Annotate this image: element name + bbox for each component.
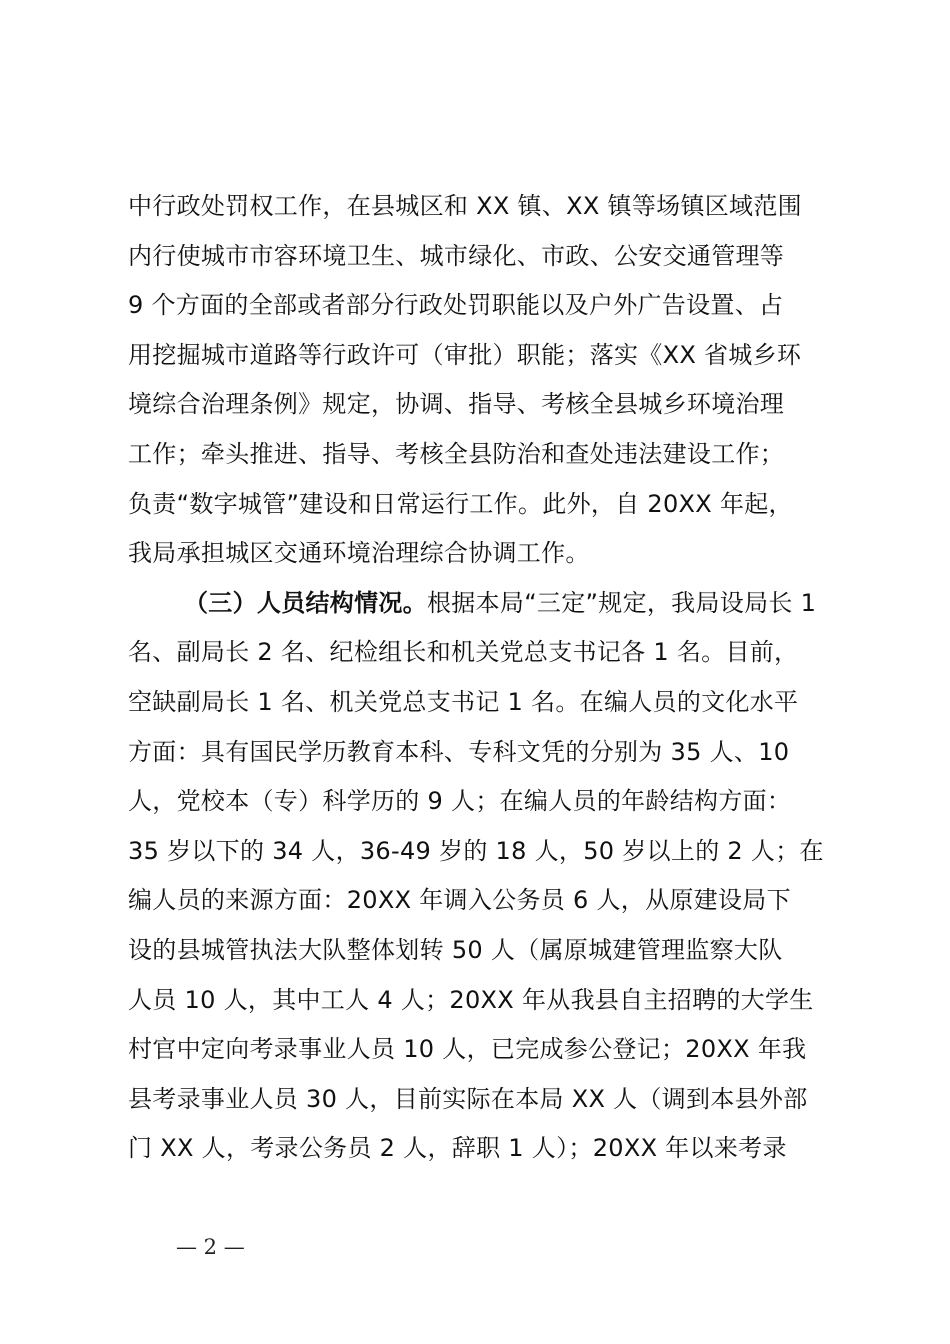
paragraph-line: 空缺副局长 1 名、机关党总支书记 1 名。在编人员的文化水平 — [128, 687, 799, 716]
paragraph-first-line — [128, 579, 836, 629]
paragraph-text: 根据本局“三定”规定，我局设局长 1 — [427, 588, 817, 617]
paragraph-line: 我局承担城区交通环境治理综合协调工作。 — [128, 539, 590, 568]
paragraph-line: 用挖掘城市道路等行政许可（审批）职能；落实《XX 省城乡环 — [128, 340, 802, 369]
paragraph-line: 工作；牵头推进、指导、考核全县防治和查处违法建设工作； — [128, 439, 785, 468]
paragraph-line: 人员 10 人，其中工人 4 人；20XX 年从我县自主招聘的大学生 — [128, 985, 814, 1014]
paragraph-line: 负责“数字城管”建设和日常运行工作。此外，自 20XX 年起， — [128, 489, 793, 518]
paragraph-line: 村官中定向考录事业人员 10 人，已完成参公登记；20XX 年我 — [128, 1035, 807, 1064]
paragraph-line: 门 XX 人，考录公务员 2 人，辞职 1 人）；20XX 年以来考录 — [128, 1134, 787, 1163]
paragraph-line: 名、副局长 2 名、纪检组长和机关党总支书记各 1 名。目前， — [128, 638, 799, 667]
paragraph-line: 内行使城市市容环境卫生、城市绿化、市政、公安交通管理等 — [128, 241, 785, 270]
section-heading: （三）人员结构情况。 — [184, 588, 427, 617]
paragraph-line: 县考录事业人员 30 人，目前实际在本局 XX 人（调到本县外部 — [128, 1084, 808, 1113]
paragraph-line: 方面：具有国民学历教育本科、专科文凭的分别为 35 人、10 — [128, 737, 790, 766]
body-text — [128, 182, 836, 1174]
paragraph-line: 人，党校本（专）科学历的 9 人；在编人员的年龄结构方面： — [128, 787, 792, 816]
paragraph-line: 境综合治理条例》规定，协调、指导、考核全县城乡环境治理 — [128, 390, 785, 419]
paragraph-line: 9 个方面的全部或者部分行政处罚职能以及户外广告设置、占 — [128, 291, 784, 320]
paragraph-line: 中行政处罚权工作，在县城区和 XX 镇、XX 镇等场镇区域范围 — [128, 192, 802, 220]
paragraph-line: 35 岁以下的 34 人，36-49 岁的 18 人，50 岁以上的 2 人；在 — [128, 836, 824, 865]
page-number: — 2 — — [176, 1235, 245, 1259]
paragraph-line: 设的县城管执法大队整体划转 50 人（属原城建管理监察大队 — [128, 935, 783, 964]
paragraph-line: 编人员的来源方面：20XX 年调入公务员 6 人，从原建设局下 — [128, 886, 791, 915]
